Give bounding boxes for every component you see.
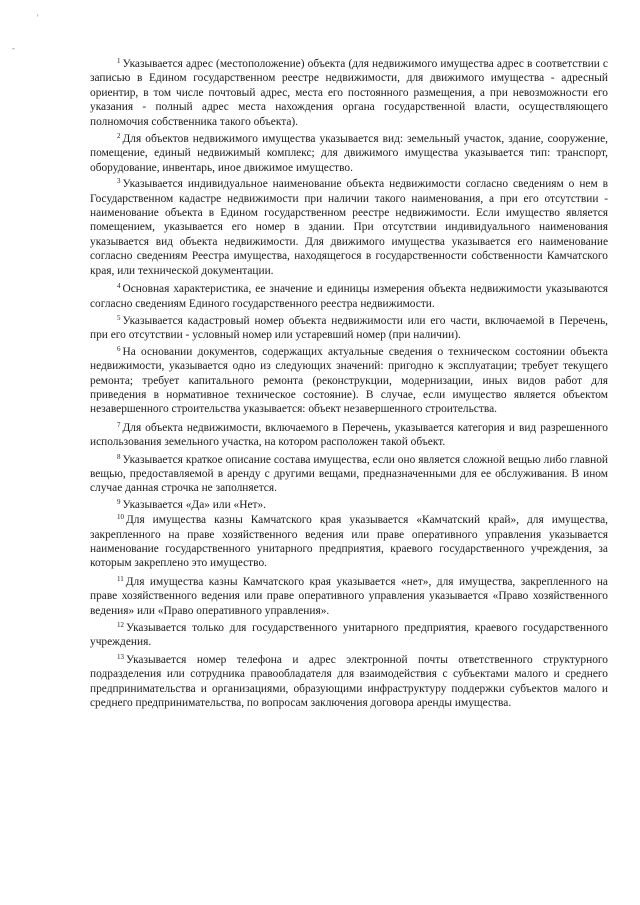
footnote-number: 11 — [117, 574, 124, 583]
footnote-number: 7 — [117, 420, 121, 429]
footnote-number: 3 — [117, 177, 121, 186]
footnote-number: 4 — [117, 282, 121, 291]
footnote-text: Для имущества казны Камчатского края указывается «нет», для имущества, закрепленного на праве хозяйственного ведения или праве оперативного управления указывается «Право хозяйственного ведения» или «Право оперативного управления». — [90, 575, 608, 617]
footnote-number: 13 — [117, 652, 124, 661]
footnote-number: 10 — [117, 513, 124, 522]
footnote — [90, 421, 608, 450]
footnote — [90, 513, 608, 571]
footnote — [90, 345, 608, 417]
footnote — [90, 282, 608, 311]
footnote — [90, 132, 608, 175]
footnote-text: Указывается «Да» или «Нет». — [122, 498, 267, 511]
footnote-number: 8 — [117, 452, 121, 461]
footnote — [90, 314, 608, 343]
footnote-text: Основная характеристика, ее значение и единицы измерения объекта недвижимости указываются согласно сведениям Единого государственного реестра недвижимости. — [90, 283, 608, 310]
footnote-text: Указывается только для государственного унитарного предприятия, краевого государственного учреждения. — [90, 622, 608, 649]
footnote-text: Указывается индивидуальное наименование объекта недвижимости согласно сведениям о нем в Государственном кадастре недвижимости при наличии такого наименования, а при его отсутствии - наименование объекта в Едином государственном реестре недвижимости. Если имущество является помещением, указывается его номер в здании. При отсутствии индивидуального наименования указывается вид объекта недвижимости. Для движимого имущества указывается его наименование согласно сведениям Реестра имущества, находящегося в государственности собственности Камчатского края, или технической документации. — [90, 178, 608, 277]
footnote-text: Указывается номер телефона и адрес электронной почты ответственного структурного подразделения или сотрудника правообладателя для взаимодействия с субъектами малого и среднего предпринимательства и организациями, образующими инфраструктуру поддержки субъектов малого и среднего предпринимательства, по вопросам заключения договора аренды имущества. — [90, 653, 608, 710]
footnote — [90, 177, 608, 278]
footnote-text: Указывается краткое описание состава имущества, если оно является сложной вещью либо главной вещью, предоставляемой в аренду с другими вещами, предназначенными для ее обслуживания. В ином случае данная строчка не заполняется. — [90, 453, 608, 495]
footnote-number: 5 — [117, 313, 121, 322]
footnote — [90, 621, 608, 650]
footnote-number: 6 — [117, 344, 121, 353]
footnote-number: 2 — [117, 132, 121, 141]
footnote-text: Указывается адрес (местоположение) объекта (для недвижимого имущества адрес в соответствии с записью в Едином государственном реестре недвижимости, для движимого имущества - адресный ориентир, в том числе почтовый адрес, места его постоянного размещения, а при невозможности его указания - полный адрес места нахождения органа государственной власти, осуществляющего полномочия собственника такого объекта). — [90, 58, 608, 128]
footnote-number: 1 — [117, 57, 121, 65]
footnote-number: 9 — [117, 497, 121, 506]
footnote-number: 12 — [117, 621, 124, 630]
footnote — [90, 57, 608, 129]
footnote — [90, 653, 608, 711]
footnote-text: Для имущества казны Камчатского края указывается «Камчатский край», для имущества, закрепленного на праве хозяйственного ведения или праве оперативного управления указывается наименование государственного унитарного предприятия, краевого государственного учреждения, за которым закреплено это имущество. — [90, 514, 608, 570]
footnote-text: Для объекта недвижимости, включаемого в Перечень, указывается категория и вид разрешенного использования земельного участка, на котором расположен такой объект. — [90, 421, 608, 449]
footnote — [90, 498, 608, 512]
scan-mark: ' — [37, 13, 39, 23]
footnote-text: Указывается кадастровый номер объекта недвижимости или его части, включаемой в Перечень, при его отсутствии - условный номер или устаревший номер (при наличии). — [90, 314, 608, 342]
footnote-text: Для объектов недвижимого имущества указывается вид: земельный участок, здание, сооружение, помещение, единый недвижимый комплекс; для движимого имущества указывается тип: транспорт, оборудование, инвентарь, иное движимое имущество. — [90, 133, 608, 174]
footnote — [90, 453, 608, 496]
scan-mark: - — [12, 43, 15, 53]
footnote — [90, 575, 608, 618]
footnote-text: На основании документов, содержащих актуальные сведения о техническом состоянии объекта недвижимости, указывается одно из следующих значений: пригодно к эксплуатации; требует текущего ремонта; требует капитального ремонта (реконструкции, модернизации, иных видов работ для приведения в нормативное техническое состояние). В случае, если имущество является объектом незавершенного строительства указывается: объект незавершенного строительства. — [90, 345, 608, 416]
footnotes-list — [90, 57, 608, 710]
